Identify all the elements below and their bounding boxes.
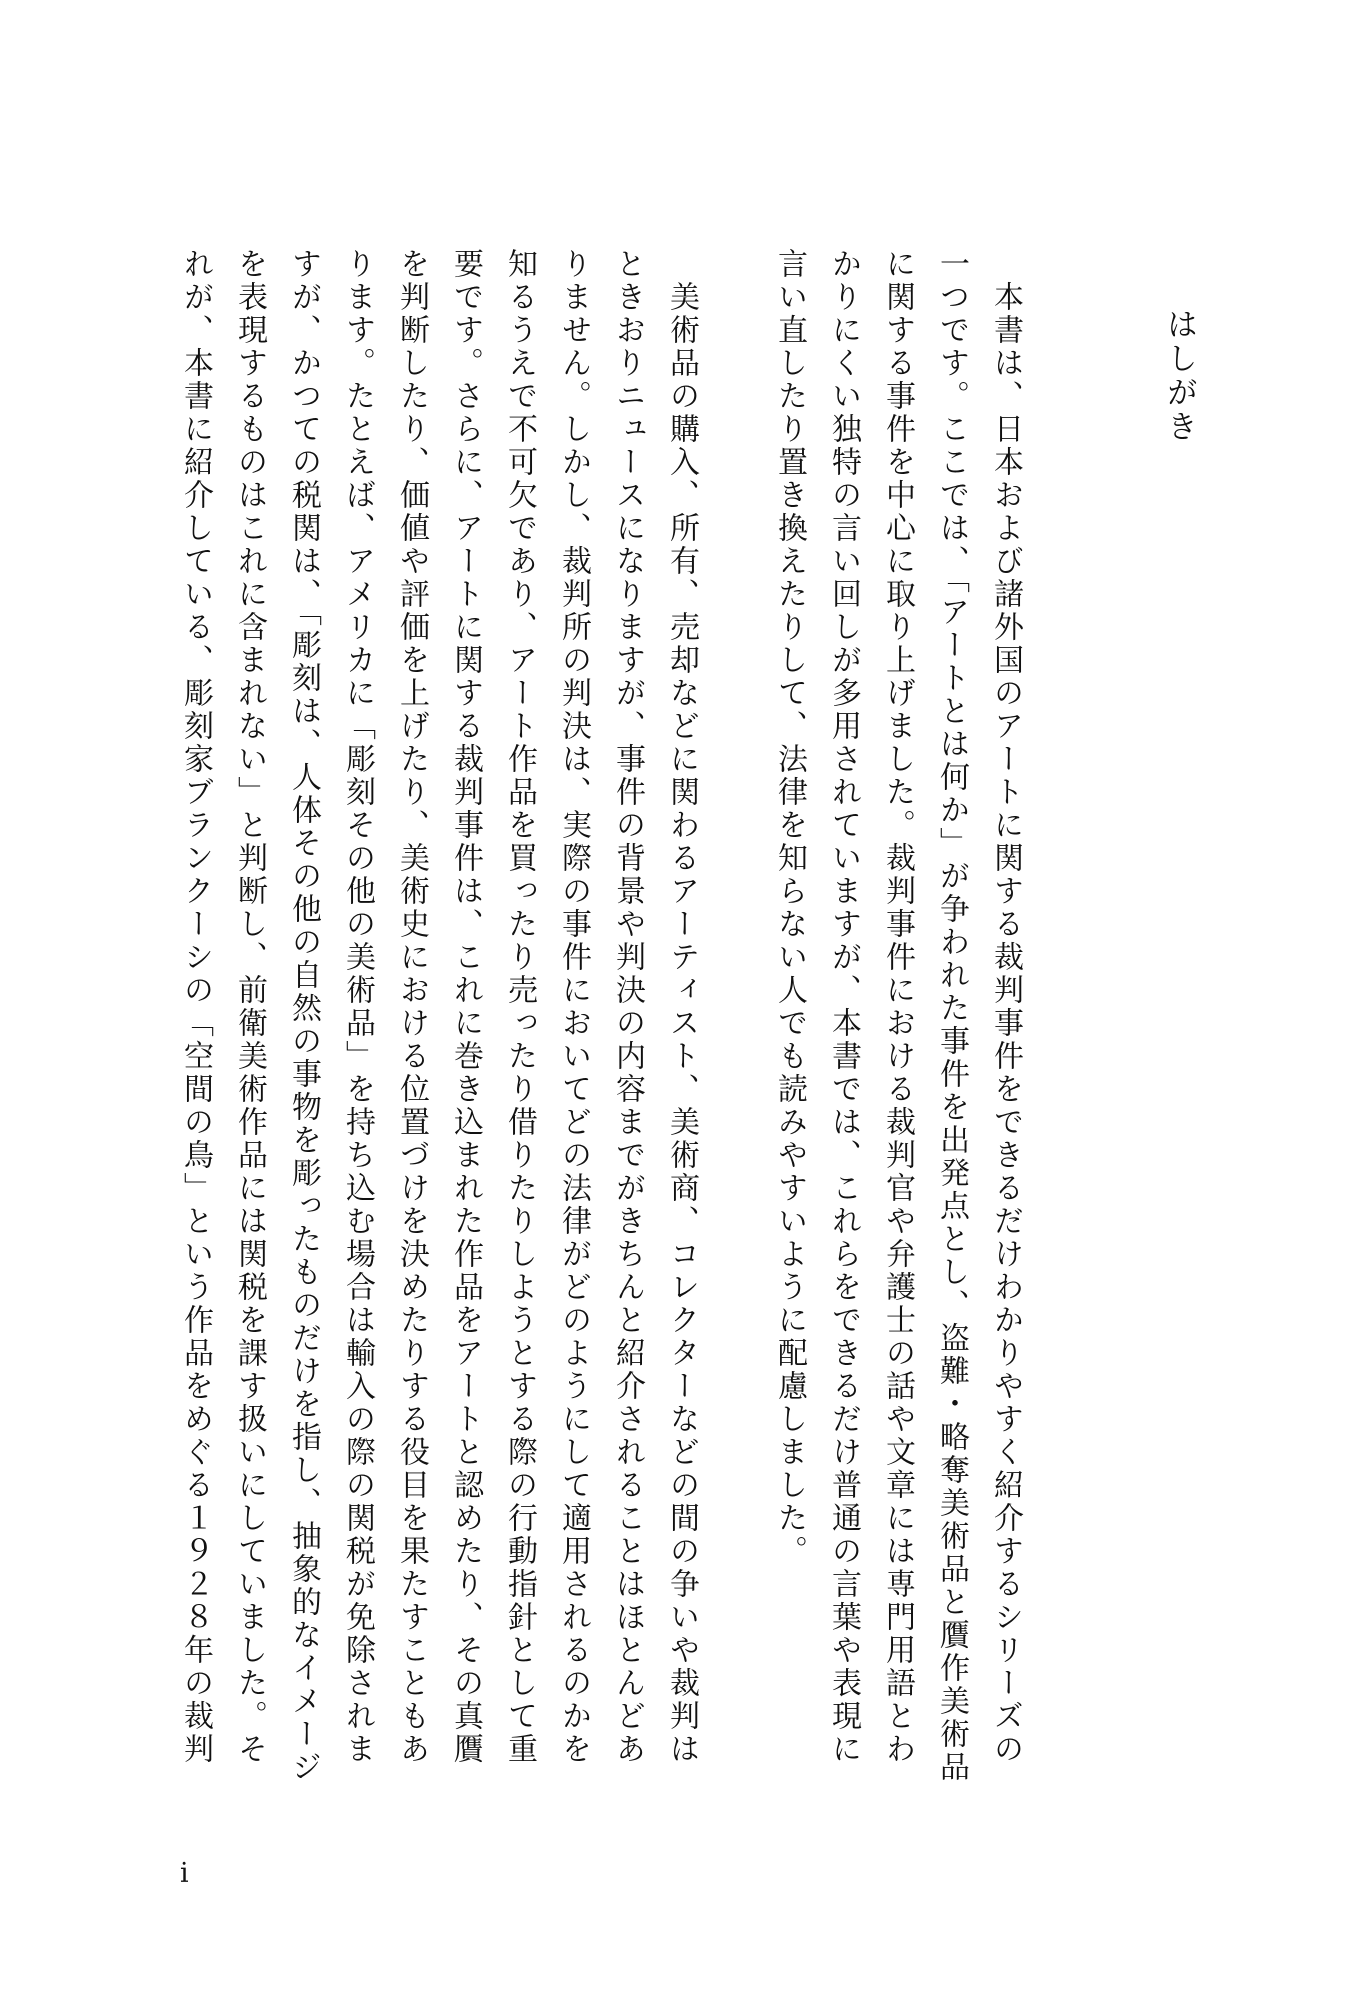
preface-body [168, 248, 1032, 1793]
text-line: れが、本書に紹介している、彫刻家ブランクーシの「空間の鳥」という作品をめぐる１９２８年の裁判 [178, 248, 213, 1766]
text-line: りません。しかし、裁判所の判決は、実際の事件においてどの法律がどのようにして適用されるのかを [556, 248, 591, 1766]
text-line: 言い直したり置き換えたりして、法律を知らない人でも読みやすいように配慮しました。 [772, 248, 807, 1568]
text-line: 本書は、日本および諸外国のアートに関する裁判事件をできるだけわかりやすく紹介するシリーズの [988, 281, 1023, 1766]
text-line: を判断したり、価値や評価を上げたり、美術史における位置づけを決めたりする役目を果たすこともあ [394, 248, 429, 1766]
text-line: かりにくい独特の言い回しが多用されていますが、本書では、これらをできるだけ普通の言葉や表現に [826, 248, 861, 1766]
text-line: ります。たとえば、アメリカに「彫刻その他の美術品」を持ち込む場合は輸入の際の関税が免除されま [340, 248, 375, 1766]
text-line: 一つです。ここでは、「アートとは何か」が争われた事件を出発点とし、盗難・略奪美術品と贋作美術品 [934, 248, 969, 1784]
page-title: はしがき [1161, 308, 1197, 444]
text-line: を表現するものはこれに含まれない」と判断し、前衛美術作品には関税を課す扱いにしていました。そ [232, 248, 267, 1766]
page-number: i [180, 1858, 190, 1889]
text-line: 知るうえで不可欠であり、アート作品を買ったり売ったり借りたりしようとする際の行動指針として重 [502, 248, 537, 1766]
text-line: ときおりニュースになりますが、事件の背景や判決の内容までがきちんと紹介されることはほとんどあ [610, 248, 645, 1766]
text-line: 美術品の購入、所有、売却などに関わるアーティスト、美術商、コレクターなどの間の争いや裁判は [664, 281, 699, 1766]
text-line: すが、かつての税関は、「彫刻は、人体その他の自然の事物を彫ったものだけを指し、抽象的なイメージ [286, 248, 321, 1784]
text-line: に関する事件を中心に取り上げました。裁判事件における裁判官や弁護士の話や文章には専門用語とわ [880, 248, 915, 1766]
text-line: 要です。さらに、アートに関する裁判事件は、これに巻き込まれた作品をアートと認めたり、その真贋 [448, 248, 483, 1766]
